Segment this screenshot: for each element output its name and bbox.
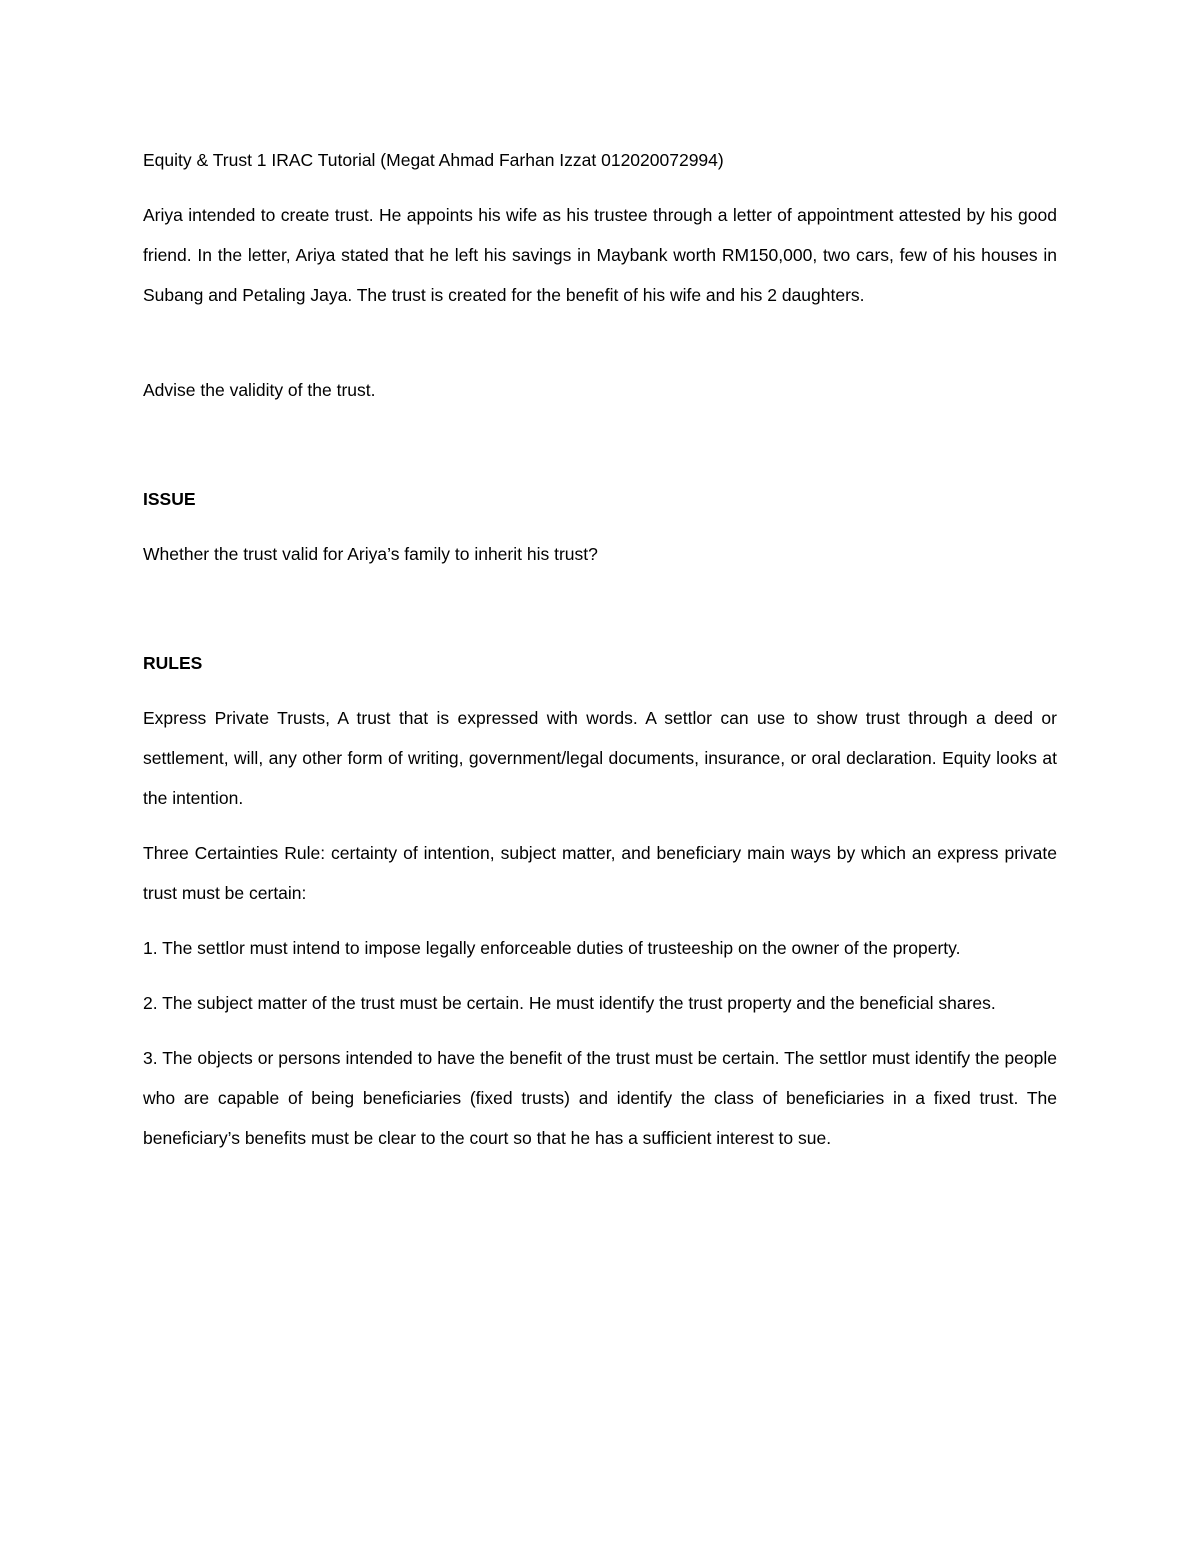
document-page bbox=[143, 140, 1057, 1158]
three-certainties-paragraph: Three Certainties Rule: certainty of intention, subject matter, and beneficiary main ways by which an express private trust must be certain: bbox=[143, 843, 1057, 903]
question-paragraph: Advise the validity of the trust. bbox=[143, 380, 376, 400]
spacer bbox=[143, 180, 1057, 195]
rule-item-3: 3. The objects or persons intended to have the benefit of the trust must be certain. The settlor must identify the people who are capable of being beneficiaries (fixed trusts) and identify the class of beneficiaries in a fixed trust. The beneficiary’s benefits must be clear to the court so that he has a sufficient interest to sue. bbox=[143, 1048, 1057, 1148]
spacer bbox=[143, 519, 1057, 534]
spacer bbox=[143, 410, 1057, 479]
spacer bbox=[143, 968, 1057, 983]
spacer bbox=[143, 683, 1057, 698]
rule-item-1: 1. The settlor must intend to impose legally enforceable duties of trusteeship on the owner of the property. bbox=[143, 938, 961, 958]
rule-item-2: 2. The subject matter of the trust must be certain. He must identify the trust property and the beneficial shares. bbox=[143, 993, 996, 1013]
issue-paragraph: Whether the trust valid for Ariya’s family to inherit his trust? bbox=[143, 544, 598, 564]
express-trusts-paragraph: Express Private Trusts, A trust that is expressed with words. A settlor can use to show trust through a deed or settlement, will, any other form of writing, government/legal documents, insurance, or oral declaration. Equity looks at the intention. bbox=[143, 708, 1057, 808]
spacer bbox=[143, 1023, 1057, 1038]
issue-heading: ISSUE bbox=[143, 489, 196, 509]
facts-paragraph: Ariya intended to create trust. He appoints his wife as his trustee through a letter of appointment attested by his good friend. In the letter, Ariya stated that he left his savings in Maybank worth RM150,000, two cars, few of his houses in Subang and Petaling Jaya. The trust is created for the benefit of his wife and his 2 daughters. bbox=[143, 205, 1057, 305]
document-title: Equity & Trust 1 IRAC Tutorial (Megat Ahmad Farhan Izzat 012020072994) bbox=[143, 150, 724, 170]
spacer bbox=[143, 315, 1057, 370]
spacer bbox=[143, 818, 1057, 833]
rules-heading: RULES bbox=[143, 653, 203, 673]
spacer bbox=[143, 574, 1057, 643]
spacer bbox=[143, 913, 1057, 928]
